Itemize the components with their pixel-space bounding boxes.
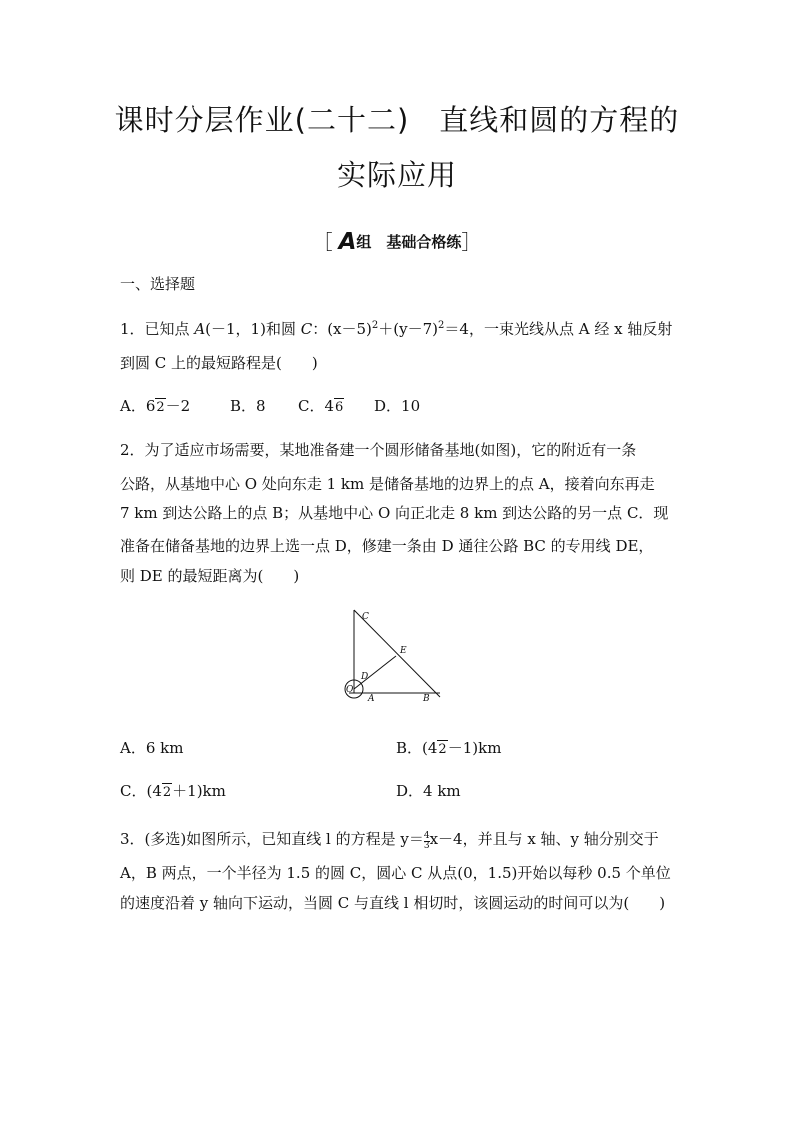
fraction-four-thirds: $\frac{4}{3}$	[423, 831, 430, 851]
q2-option-c: C．(42＋1)km	[120, 782, 226, 800]
q2-line2: 公路，从基地中心 O 处向东走 1 km 是储备基地的边界上的点 A，接着向东再走	[120, 475, 655, 493]
q2-figure	[335, 603, 455, 708]
q3-line2: A，B 两点，一个半径为 1.5 的圆 C，圆心 C 从点(0，1.5)开始以每秒 0.5 个单位	[120, 864, 671, 882]
label-d: D	[361, 672, 369, 682]
q2-line5: 则 DE 的最短距离为( )	[120, 567, 300, 585]
bracket-open: ［	[312, 230, 333, 254]
page-title-line2: 实际应用	[336, 158, 457, 192]
q3-line3: 的速度沿着 y 轴向下运动，当圆 C 与直线 l 相切时，该圆运动的时间可以为( )	[120, 894, 666, 912]
q1-option-c: C．46	[298, 397, 344, 415]
q2-line1: 2．为了适应市场需要，某地准备建一个圆形储备基地(如图)，它的附近有一条	[120, 441, 637, 459]
group-heading	[0, 226, 794, 255]
label-b: B	[423, 694, 430, 704]
q2-option-b: B．(42－1)km	[396, 739, 502, 757]
label-o: O	[346, 685, 354, 695]
q2-line3: 7 km 到达公路上的点 B；从基地中心 O 向正北走 8 km 到达公路的另一点 C．现	[120, 504, 669, 522]
group-badge: A	[338, 229, 357, 255]
segment-cb	[354, 610, 440, 697]
label-a: A	[368, 694, 375, 704]
group-name: 组 基础合格练	[356, 233, 462, 251]
q1-option-a: A．62－2	[120, 397, 191, 415]
label-e: E	[400, 646, 407, 656]
q3-line1: 3．(多选)如图所示，已知直线 l 的方程是 y＝ $\frac{4}{3}$ x－4，并且与 x 轴、y 轴分别交于	[120, 830, 659, 851]
q2-option-a: A．6 km	[120, 739, 184, 757]
bracket-close: ］	[461, 230, 482, 254]
q1-line2: 到圆 C 上的最短路程是( )	[120, 354, 318, 372]
label-c: C	[362, 612, 369, 622]
q2-option-d: D．4 km	[396, 782, 461, 800]
q2-line4: 准备在储备基地的边界上选一点 D，修建一条由 D 通往公路 BC 的专用线 DE，	[120, 537, 654, 555]
q1-option-b: B．8	[230, 397, 266, 415]
section-heading: 一、选择题	[120, 275, 196, 293]
q1-option-d: D．10	[374, 397, 421, 415]
q1-line1: 1．已知点 A(－1，1)和圆 C：$(x-5)^2+(y-7)^2=4$，一束光线从点 A 经 x 轴反射	[120, 320, 673, 338]
page-title-line1: 课时分层作业(二十二) 直线和圆的方程的	[114, 103, 680, 137]
